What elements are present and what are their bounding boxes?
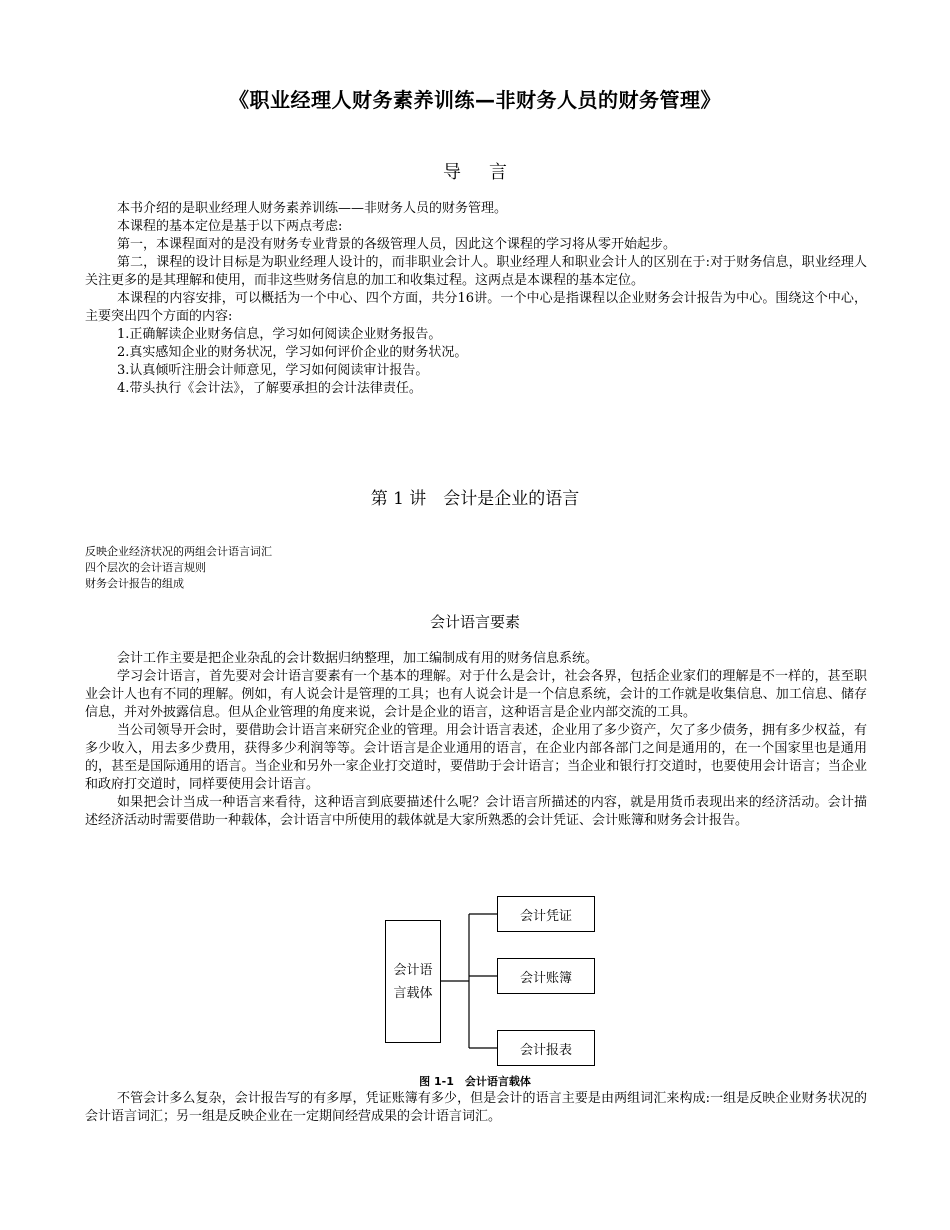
- preface-body: [85, 200, 867, 398]
- preface-list-item: 2.真实感知企业的财务状况，学习如何评价企业的财务状况。: [117, 345, 468, 360]
- lecture-title: 第 1 讲 会计是企业的语言: [370, 489, 580, 509]
- preface-paragraph: 第二，课程的设计目标是为职业经理人设计的，而非职业会计人。职业经理人和职业会计人的区别在于:对于财务信息，职业经理人关注更多的是其理解和使用，而非这些财务信息的加工和收集过程。这两点是本课程的基本定位。: [85, 255, 867, 288]
- diagram-branch-ledger: 会计账簿: [497, 958, 595, 994]
- closing-body: [85, 1090, 867, 1126]
- preface-list-item: 4.带头执行《会计法》，了解要承担的会计法律责任。: [117, 381, 422, 396]
- section-title: 会计语言要素: [429, 613, 520, 631]
- preface-list-item: 3.认真倾听注册会计师意见，学习如何阅读审计报告。: [117, 363, 429, 378]
- accounting-carrier-diagram: [384, 896, 596, 1068]
- closing-paragraph: 不管会计多么复杂，会计报告写的有多厚，凭证账簿有多少，但是会计的语言主要是由两组词汇来构成:一组是反映企业财务状况的会计语言词汇；另一组是反映企业在一定期间经营成果的会计语言词汇。: [85, 1091, 867, 1124]
- diagram-root-box: 会计语言载体: [385, 920, 441, 1043]
- diagram-branch-voucher: 会计凭证: [497, 896, 595, 932]
- lecture-topic-list: [85, 544, 272, 592]
- body-paragraph: 如果把会计当成一种语言来看待，这种语言到底要描述什么呢？会计语言所描述的内容，就是用货币表现出来的经济活动。会计描述经济活动时需要借助一种载体，会计语言中所使用的载体就是大家所熟悉的会计凭证、会计账簿和财务会计报告。: [85, 795, 867, 828]
- body-paragraph: 当公司领导开会时，要借助会计语言来研究企业的管理。用会计语言表述，企业用了多少资产，欠了多少债务，拥有多少权益，有多少收入，用去多少费用，获得多少利润等等。会计语言是企业通用的语言，在企业内部各部门之间是通用的，在一个国家里也是通用的，甚至是国际通用的语言。当企业和另外一家企业打交道时，要借助于会计语言；当企业和银行打交道时，也要使用会计语言；当企业和政府打交道时，同样要使用会计语言。: [85, 723, 867, 792]
- preface-paragraph: 本书介绍的是职业经理人财务素养训练——非财务人员的财务管理。: [117, 201, 508, 216]
- topic-item: 财务会计报告的组成: [85, 577, 184, 590]
- diagram-branch-statement: 会计报表: [497, 1030, 595, 1066]
- preface-heading: 导言: [443, 162, 535, 183]
- preface-paragraph: 第一，本课程面对的是没有财务专业背景的各级管理人员，因此这个课程的学习将从零开始起步。: [117, 237, 677, 252]
- body-paragraph: 学习会计语言，首先要对会计语言要素有一个基本的理解。对于什么是会计，社会各界，包括企业家们的理解是不一样的，甚至职业会计人也有不同的理解。例如，有人说会计是管理的工具；也有人说会计是一个信息系统，会计的工作就是收集信息、加工信息、储存信息，并对外披露信息。但从企业管理的角度来说，会计是企业的语言，这种语言是企业内部交流的工具。: [85, 669, 867, 720]
- document-title: 《职业经理人财务素养训练—非财务人员的财务管理》: [229, 88, 721, 112]
- figure-caption: 图 1-1 会计语言载体: [419, 1075, 531, 1088]
- section-body: [85, 650, 867, 830]
- preface-list-item: 1.正确解读企业财务信息，学习如何阅读企业财务报告。: [117, 327, 442, 342]
- topic-item: 四个层次的会计语言规则: [85, 561, 206, 574]
- preface-paragraph: 本课程的内容安排，可以概括为一个中心、四个方面，共分16讲。一个中心是指课程以企业财务会计报告为中心。围绕这个中心，主要突出四个方面的内容:: [85, 291, 867, 324]
- preface-paragraph: 本课程的基本定位是基于以下两点考虑:: [117, 219, 343, 234]
- body-paragraph: 会计工作主要是把企业杂乱的会计数据归纳整理，加工编制成有用的财务信息系统。: [117, 651, 599, 666]
- topic-item: 反映企业经济状况的两组会计语言词汇: [85, 545, 272, 558]
